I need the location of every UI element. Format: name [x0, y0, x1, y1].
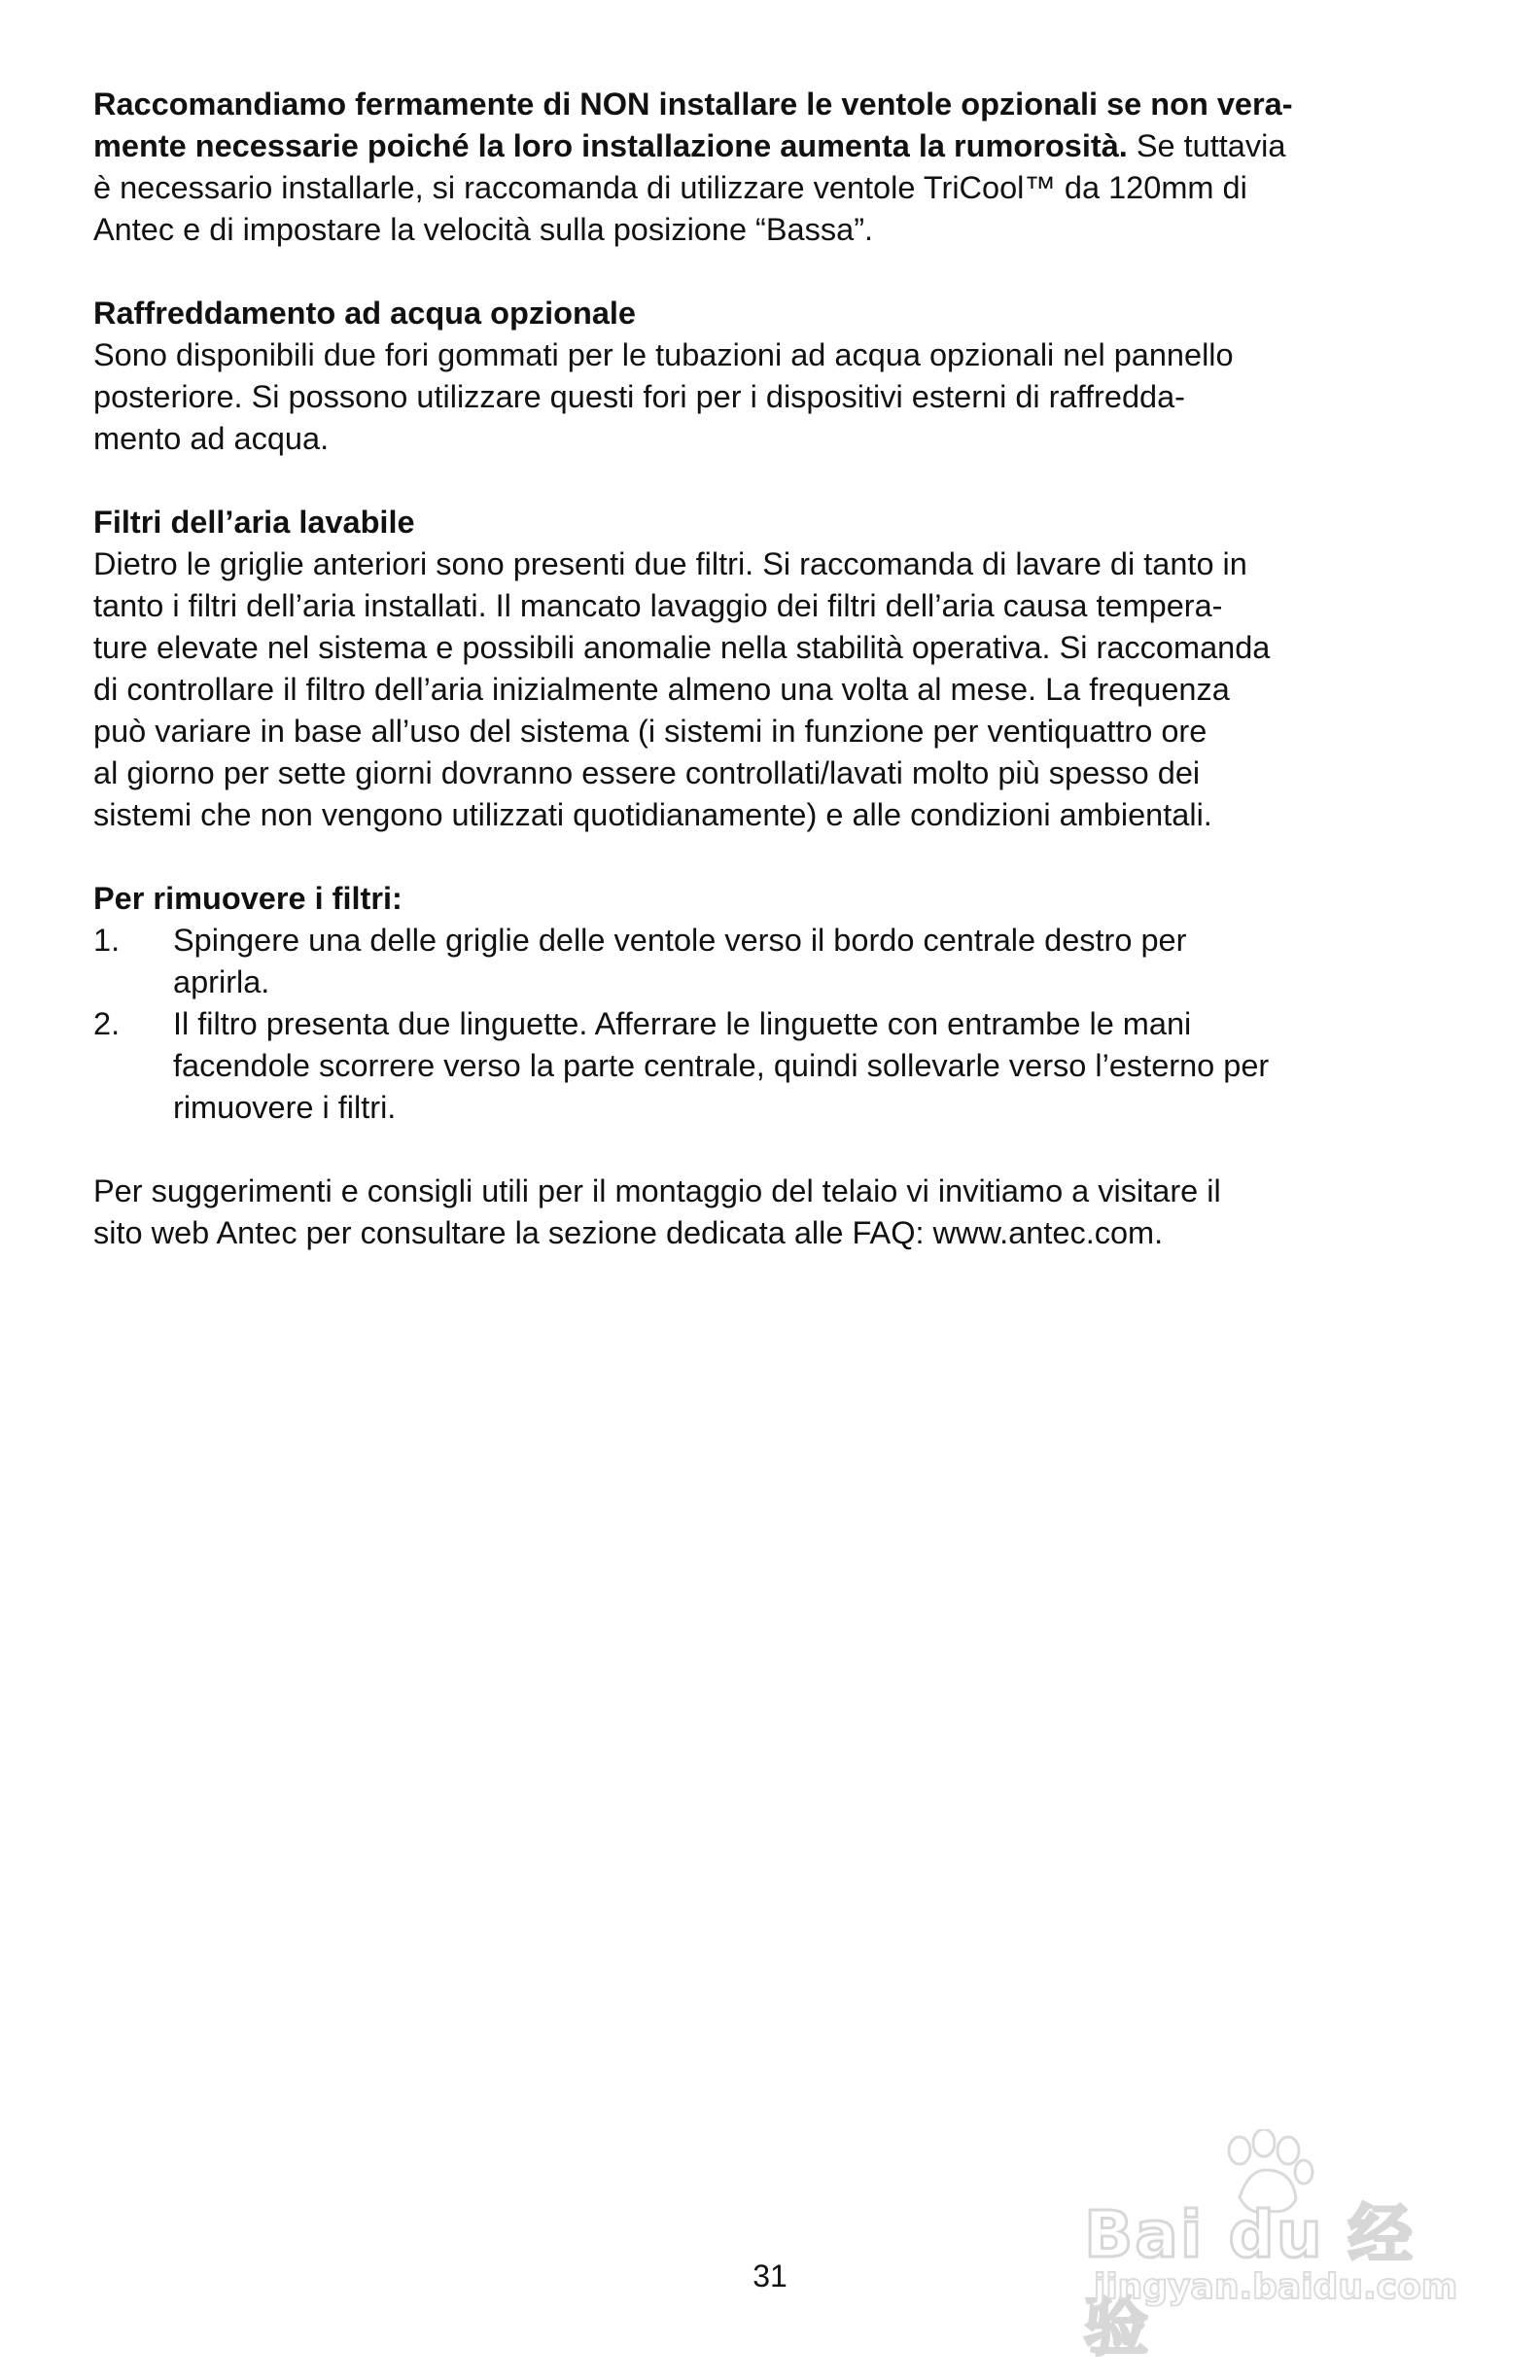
watermark-brand: Bai du 经验: [1084, 2197, 1415, 2364]
water-cooling-line-3: mento ad acqua.: [93, 421, 330, 456]
document-page: [93, 84, 1454, 1254]
air-filters-line-5: può variare in base all’uso del sistema (i sistemi in funzione per ventiquattro ore: [93, 714, 1208, 749]
closing-line-1: Per suggerimenti e consigli utili per il montaggio del telaio vi invitiamo a visitare il: [93, 1173, 1221, 1208]
intro-tail: Se tuttavia: [1127, 128, 1286, 163]
step-2: [93, 1003, 1454, 1129]
step-1-number: 1.: [93, 923, 121, 958]
air-filters-line-6: al giorno per sette giorni dovranno essere controllati/lavati molto più spesso dei: [93, 755, 1201, 790]
intro-bold-line-2: mente necessarie poiché la loro installazione aumenta la rumorosità.: [93, 128, 1128, 163]
intro-line-2: [93, 125, 1454, 167]
closing-paragraph: [93, 1171, 1454, 1254]
water-cooling-section: [93, 293, 1454, 460]
baidu-watermark: [1074, 2129, 1458, 2364]
page-number: 31: [752, 2258, 788, 2293]
step-2-number: 2.: [93, 1006, 121, 1041]
intro-bold-line-1: Raccomandiamo fermamente di NON installare le ventole opzionali se non vera-: [93, 87, 1293, 122]
air-filters-line-3: ture elevate nel sistema e possibili anomalie nella stabilità operativa. Si raccomanda: [93, 630, 1271, 665]
air-filters-heading: Filtri dell’aria lavabile: [93, 505, 415, 540]
intro-line-4: Antec e di impostare la velocità sulla posizione “Bassa”.: [93, 212, 874, 247]
remove-filters-steps: [93, 920, 1454, 1129]
watermark-url: jingyan.baidu.com: [1094, 2267, 1458, 2307]
intro-paragraph: [93, 84, 1454, 251]
closing-line-2: sito web Antec per consultare la sezione dedicata alle FAQ: www.antec.com.: [93, 1215, 1164, 1250]
step-1-line-1: Spingere una delle griglie delle ventole verso il bordo centrale destro per: [173, 923, 1187, 958]
air-filters-section: [93, 502, 1454, 836]
step-2-line-3: rimuovere i filtri.: [173, 1090, 397, 1125]
step-2-line-1: Il filtro presenta due linguette. Afferrare le linguette con entrambe le mani: [173, 1006, 1192, 1041]
air-filters-line-2: tanto i filtri dell’aria installati. Il mancato lavaggio dei filtri dell’aria causa tempera-: [93, 588, 1223, 623]
step-1: [93, 920, 1454, 1003]
remove-filters-section: [93, 878, 1454, 1129]
water-cooling-line-1: Sono disponibili due fori gommati per le tubazioni ad acqua opzionali nel pannello: [93, 337, 1234, 372]
remove-filters-heading: Per rimuovere i filtri:: [93, 881, 402, 916]
air-filters-line-1: Dietro le griglie anteriori sono presenti due filtri. Si raccomanda di lavare di tanto in: [93, 546, 1247, 581]
air-filters-line-4: di controllare il filtro dell’aria inizialmente almeno una volta al mese. La frequenza: [93, 672, 1230, 707]
step-1-line-2: aprirla.: [173, 964, 270, 999]
water-cooling-line-2: posteriore. Si possono utilizzare questi fori per i dispositivi esterni di raffredda-: [93, 379, 1185, 414]
step-2-line-2: facendole scorrere verso la parte centrale, quindi sollevarle verso l’esterno per: [173, 1048, 1270, 1083]
air-filters-line-7: sistemi che non vengono utilizzati quotidianamente) e alle condizioni ambientali.: [93, 797, 1212, 832]
intro-line-3: è necessario installarle, si raccomanda di utilizzare ventole TriCool™ da 120mm di: [93, 170, 1247, 205]
water-cooling-heading: Raffreddamento ad acqua opzionale: [93, 296, 637, 331]
